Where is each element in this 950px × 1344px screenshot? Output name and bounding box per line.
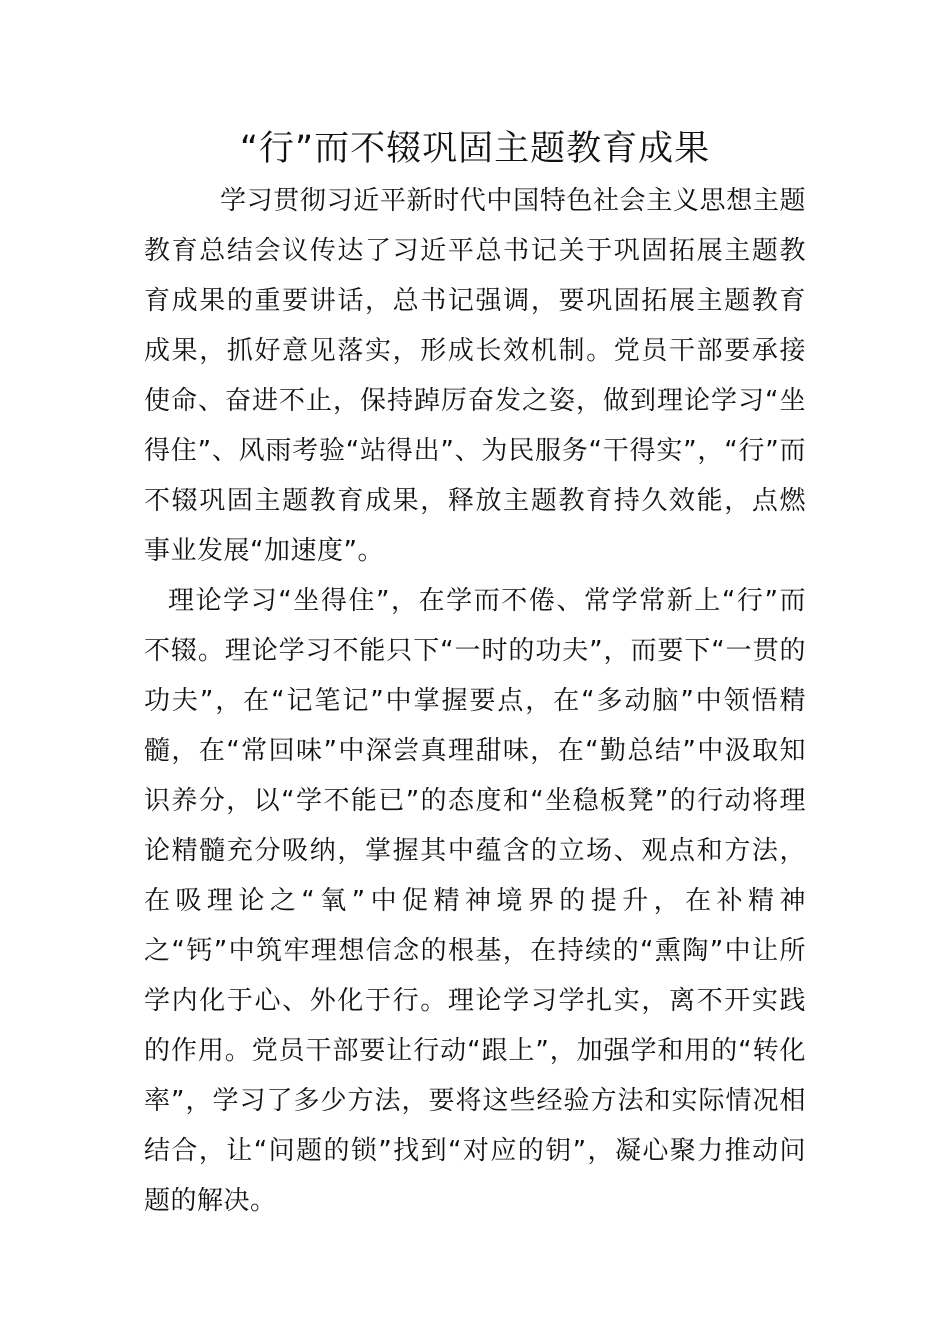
document-title: “行”而不辍巩固主题教育成果	[239, 129, 711, 169]
paragraph-1: 学习贯彻习近平新时代中国特色社会主义思想主题教育总结会议传达了习近平总书记关于巩固拓展主题教育成果的重要讲话，总书记强调，要巩固拓展主题教育成果，抓好意见落实，形成长效机制。党员干部要承接使命、奋进不止，保持踔厉奋发之姿，做到理论学习“坐得住”、风雨考验“站得出”、为民服务“干得实”，“行”而不辍巩固主题教育成果，释放主题教育持久效能，点燃事业发展“加速度”。	[144, 186, 806, 566]
paragraph-2: 理论学习“坐得住”，在学而不倦、常学常新上“行”而不辍。理论学习不能只下“一时的功夫”，而要下“一贯的功夫”，在“记笔记”中掌握要点，在“多动脑”中领悟精髓，在“常回味”中深尝真理甜味，在“勤总结”中汲取知识养分，以“学不能已”的态度和“坐稳板凳”的行动将理论精髓充分吸纳，掌握其中蕴含的立场、观点和方法，在吸理论之“氧”中促精神境界的提升，在补精神之“钙”中筑牢理想信念的根基，在持续的“熏陶”中让所学内化于心、外化于行。理论学习学扎实，离不开实践的作用。党员干部要让行动“跟上”，加强学和用的“转化率”，学习了多少方法，要将这些经验方法和实际情况相结合，让“问题的锁”找到“对应的钥”，凝心聚力推动问题的解决。	[144, 586, 806, 1216]
